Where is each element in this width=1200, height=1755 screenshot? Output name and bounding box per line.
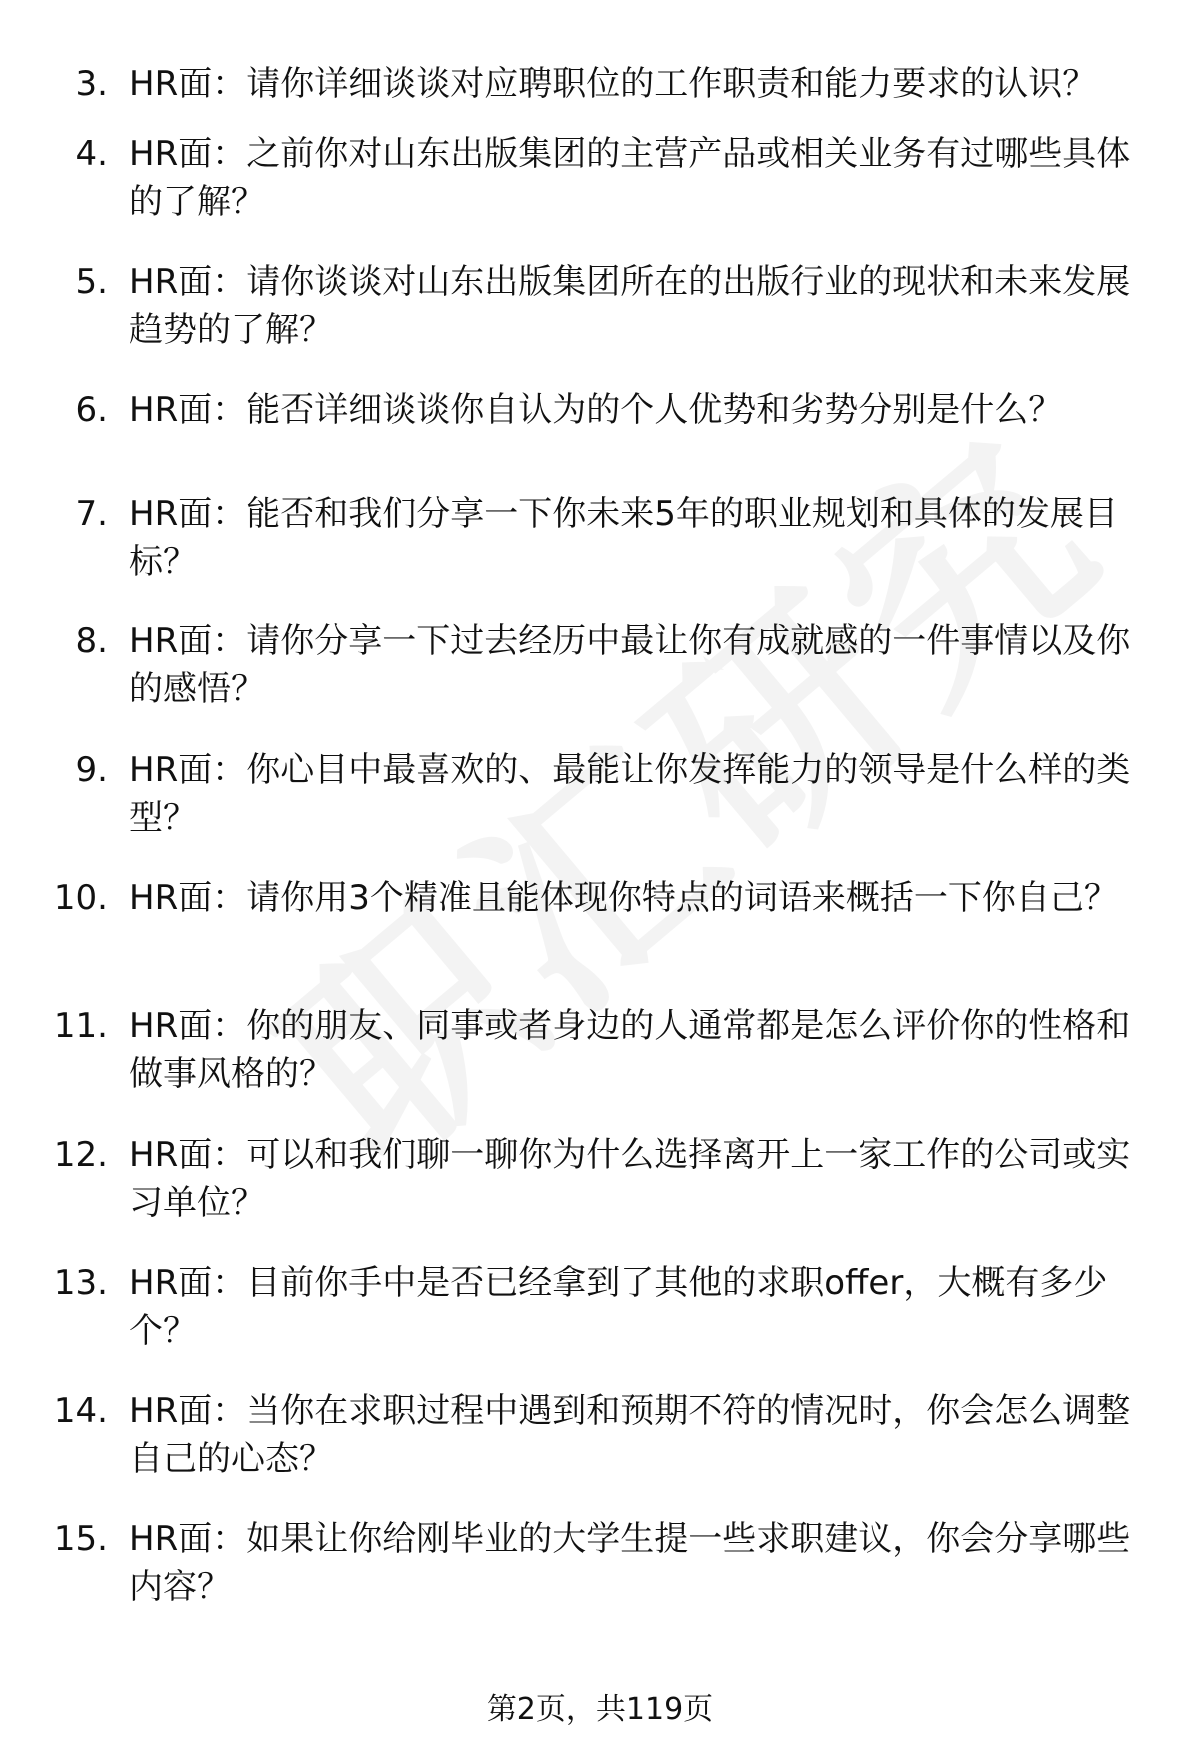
- question-body: 当你在求职过程中遇到和预期不符的情况时，你会怎么调整自己的心态？: [129, 1391, 1131, 1479]
- question-text: [129, 1259, 1159, 1355]
- question-number: 9.: [75, 750, 108, 790]
- question-text: [129, 60, 1159, 108]
- question-number: 7.: [75, 494, 108, 534]
- question-text: [129, 386, 1159, 434]
- question-number: 10.: [53, 878, 108, 918]
- question-body: 可以和我们聊一聊你为什么选择离开上一家工作的公司或实习单位？: [129, 1135, 1131, 1223]
- question-text: [129, 1002, 1159, 1098]
- question-prefix: HR面：: [129, 262, 247, 302]
- question-number: 5.: [75, 262, 108, 302]
- question-text: [129, 874, 1159, 922]
- question-number: 13.: [53, 1263, 108, 1303]
- question-body: 你心目中最喜欢的、最能让你发挥能力的领导是什么样的类型？: [129, 750, 1131, 838]
- page-footer: [0, 1688, 1200, 1732]
- question-body: 目前你手中是否已经拿到了其他的求职offer，大概有多少个？: [129, 1263, 1108, 1351]
- question-body: 之前你对山东出版集团的主营产品或相关业务有过哪些具体的了解？: [129, 134, 1131, 222]
- question-number: 3.: [75, 64, 108, 104]
- question-body: 请你谈谈对山东出版集团所在的出版行业的现状和未来发展趋势的了解？: [129, 262, 1131, 350]
- question-body: 你的朋友、同事或者身边的人通常都是怎么评价你的性格和做事风格的？: [129, 1006, 1131, 1094]
- question-body: 请你分享一下过去经历中最让你有成就感的一件事情以及你的感悟？: [129, 621, 1131, 709]
- question-number: 11.: [53, 1006, 108, 1046]
- question-prefix: HR面：: [129, 621, 247, 661]
- question-prefix: HR面：: [129, 1519, 247, 1559]
- question-number: 6.: [75, 390, 108, 430]
- question-prefix: HR面：: [129, 750, 247, 790]
- question-prefix: HR面：: [129, 1391, 247, 1431]
- question-text: [129, 1387, 1159, 1483]
- question-text: [129, 746, 1159, 842]
- question-prefix: HR面：: [129, 1006, 247, 1046]
- question-text: [129, 1131, 1159, 1227]
- question-body: 如果让你给刚毕业的大学生提一些求职建议，你会分享哪些内容？: [129, 1519, 1131, 1607]
- question-number: 4.: [75, 134, 108, 174]
- question-prefix: HR面：: [129, 134, 247, 174]
- question-body: 能否和我们分享一下你未来5年的职业规划和具体的发展目标？: [129, 494, 1118, 582]
- question-body: 请你用3个精准且能体现你特点的词语来概括一下你自己？: [246, 878, 1118, 918]
- question-prefix: HR面：: [129, 64, 247, 104]
- question-prefix: HR面：: [129, 494, 247, 534]
- question-number: 12.: [53, 1135, 108, 1175]
- question-text: [129, 490, 1159, 586]
- page-number-label: 第2页，共119页: [486, 1692, 714, 1727]
- question-number: 14.: [53, 1391, 108, 1431]
- question-prefix: HR面：: [129, 390, 247, 430]
- question-prefix: HR面：: [129, 878, 247, 918]
- question-text: [129, 130, 1159, 226]
- question-number: 8.: [75, 621, 108, 661]
- question-body: 能否详细谈谈你自认为的个人优势和劣势分别是什么？: [246, 390, 1063, 430]
- question-text: [129, 617, 1159, 713]
- question-text: [129, 1515, 1159, 1611]
- question-text: [129, 258, 1159, 354]
- question-prefix: HR面：: [129, 1263, 247, 1303]
- question-body: 请你详细谈谈对应聘职位的工作职责和能力要求的认识？: [246, 64, 1097, 104]
- question-prefix: HR面：: [129, 1135, 247, 1175]
- question-number: 15.: [53, 1519, 108, 1559]
